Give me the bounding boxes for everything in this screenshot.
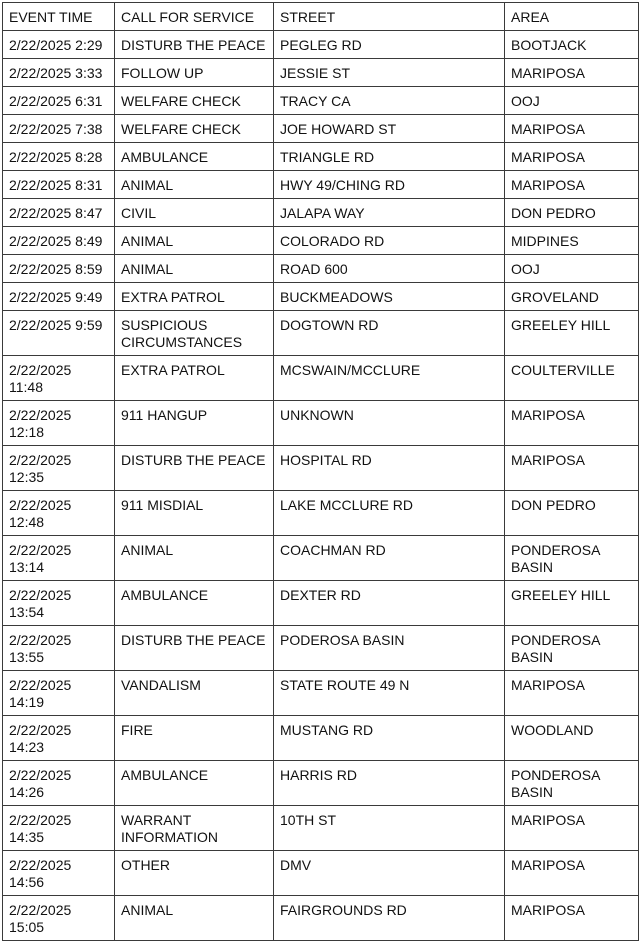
street-cell: JALAPA WAY bbox=[274, 199, 505, 227]
call-type-cell: 911 MISDIAL bbox=[115, 491, 274, 536]
call-type-cell: AMBULANCE bbox=[115, 143, 274, 171]
table-row bbox=[3, 171, 639, 199]
table-row bbox=[3, 761, 639, 806]
area-cell: OOJ bbox=[505, 87, 639, 115]
area-cell: MARIPOSA bbox=[505, 806, 639, 851]
call-type-cell: EXTRA PATROL bbox=[115, 356, 274, 401]
area-cell: PONDEROSA BASIN bbox=[505, 626, 639, 671]
table-row bbox=[3, 199, 639, 227]
event-time-cell: 2/22/2025 8:31 bbox=[3, 171, 115, 199]
table-row bbox=[3, 671, 639, 716]
street-cell: HOSPITAL RD bbox=[274, 446, 505, 491]
header-row bbox=[3, 3, 639, 31]
area-cell: MIDPINES bbox=[505, 227, 639, 255]
call-type-cell: CIVIL bbox=[115, 199, 274, 227]
table-row bbox=[3, 401, 639, 446]
event-time-cell: 2/22/2025 12:18 bbox=[3, 401, 115, 446]
street-cell: JOE HOWARD ST bbox=[274, 115, 505, 143]
street-cell: MCSWAIN/MCCLURE bbox=[274, 356, 505, 401]
table-row bbox=[3, 87, 639, 115]
street-cell: JESSIE ST bbox=[274, 59, 505, 87]
event-time-cell: 2/22/2025 13:55 bbox=[3, 626, 115, 671]
call-log-table bbox=[2, 2, 639, 941]
header-event-time: EVENT TIME bbox=[3, 3, 115, 31]
area-cell: MARIPOSA bbox=[505, 896, 639, 941]
event-time-cell: 2/22/2025 15:05 bbox=[3, 896, 115, 941]
call-log-body bbox=[3, 3, 639, 941]
table-row bbox=[3, 227, 639, 255]
call-type-cell: DISTURB THE PEACE bbox=[115, 446, 274, 491]
call-type-cell: WELFARE CHECK bbox=[115, 115, 274, 143]
header-street: STREET bbox=[274, 3, 505, 31]
table-row bbox=[3, 851, 639, 896]
table-row bbox=[3, 446, 639, 491]
table-row bbox=[3, 896, 639, 941]
call-type-cell: 911 HANGUP bbox=[115, 401, 274, 446]
street-cell: UNKNOWN bbox=[274, 401, 505, 446]
area-cell: MARIPOSA bbox=[505, 671, 639, 716]
header-area: AREA bbox=[505, 3, 639, 31]
call-type-cell: ANIMAL bbox=[115, 227, 274, 255]
call-type-cell: FOLLOW UP bbox=[115, 59, 274, 87]
event-time-cell: 2/22/2025 14:26 bbox=[3, 761, 115, 806]
call-type-cell: SUSPICIOUS CIRCUMSTANCES bbox=[115, 311, 274, 356]
event-time-cell: 2/22/2025 9:59 bbox=[3, 311, 115, 356]
street-cell: TRACY CA bbox=[274, 87, 505, 115]
event-time-cell: 2/22/2025 8:28 bbox=[3, 143, 115, 171]
area-cell: DON PEDRO bbox=[505, 491, 639, 536]
event-time-cell: 2/22/2025 12:48 bbox=[3, 491, 115, 536]
area-cell: COULTERVILLE bbox=[505, 356, 639, 401]
table-row bbox=[3, 581, 639, 626]
call-type-cell: DISTURB THE PEACE bbox=[115, 31, 274, 59]
call-type-cell: ANIMAL bbox=[115, 255, 274, 283]
street-cell: MUSTANG RD bbox=[274, 716, 505, 761]
call-type-cell: OTHER bbox=[115, 851, 274, 896]
event-time-cell: 2/22/2025 8:49 bbox=[3, 227, 115, 255]
call-type-cell: EXTRA PATROL bbox=[115, 283, 274, 311]
street-cell: BUCKMEADOWS bbox=[274, 283, 505, 311]
event-time-cell: 2/22/2025 14:19 bbox=[3, 671, 115, 716]
area-cell: MARIPOSA bbox=[505, 171, 639, 199]
street-cell: DMV bbox=[274, 851, 505, 896]
call-type-cell: ANIMAL bbox=[115, 896, 274, 941]
call-type-cell: DISTURB THE PEACE bbox=[115, 626, 274, 671]
event-time-cell: 2/22/2025 8:59 bbox=[3, 255, 115, 283]
event-time-cell: 2/22/2025 2:29 bbox=[3, 31, 115, 59]
header-call-for-service: CALL FOR SERVICE bbox=[115, 3, 274, 31]
event-time-cell: 2/22/2025 7:38 bbox=[3, 115, 115, 143]
event-time-cell: 2/22/2025 14:56 bbox=[3, 851, 115, 896]
area-cell: OOJ bbox=[505, 255, 639, 283]
area-cell: WOODLAND bbox=[505, 716, 639, 761]
call-type-cell: ANIMAL bbox=[115, 536, 274, 581]
event-time-cell: 2/22/2025 8:47 bbox=[3, 199, 115, 227]
street-cell: TRIANGLE RD bbox=[274, 143, 505, 171]
street-cell: HWY 49/CHING RD bbox=[274, 171, 505, 199]
street-cell: STATE ROUTE 49 N bbox=[274, 671, 505, 716]
table-row bbox=[3, 311, 639, 356]
event-time-cell: 2/22/2025 9:49 bbox=[3, 283, 115, 311]
table-row bbox=[3, 59, 639, 87]
area-cell: GREELEY HILL bbox=[505, 311, 639, 356]
event-time-cell: 2/22/2025 6:31 bbox=[3, 87, 115, 115]
event-time-cell: 2/22/2025 13:14 bbox=[3, 536, 115, 581]
area-cell: DON PEDRO bbox=[505, 199, 639, 227]
table-row bbox=[3, 716, 639, 761]
street-cell: PODEROSA BASIN bbox=[274, 626, 505, 671]
call-type-cell: FIRE bbox=[115, 716, 274, 761]
table-row bbox=[3, 115, 639, 143]
table-row bbox=[3, 283, 639, 311]
area-cell: PONDEROSA BASIN bbox=[505, 536, 639, 581]
area-cell: PONDEROSA BASIN bbox=[505, 761, 639, 806]
call-type-cell: AMBULANCE bbox=[115, 761, 274, 806]
area-cell: GREELEY HILL bbox=[505, 581, 639, 626]
table-row bbox=[3, 143, 639, 171]
street-cell: PEGLEG RD bbox=[274, 31, 505, 59]
call-type-cell: WARRANT INFORMATION bbox=[115, 806, 274, 851]
table-row bbox=[3, 626, 639, 671]
area-cell: GROVELAND bbox=[505, 283, 639, 311]
event-time-cell: 2/22/2025 14:23 bbox=[3, 716, 115, 761]
area-cell: MARIPOSA bbox=[505, 59, 639, 87]
event-time-cell: 2/22/2025 12:35 bbox=[3, 446, 115, 491]
event-time-cell: 2/22/2025 13:54 bbox=[3, 581, 115, 626]
call-type-cell: WELFARE CHECK bbox=[115, 87, 274, 115]
area-cell: MARIPOSA bbox=[505, 446, 639, 491]
table-row bbox=[3, 31, 639, 59]
street-cell: DOGTOWN RD bbox=[274, 311, 505, 356]
area-cell: BOOTJACK bbox=[505, 31, 639, 59]
street-cell: LAKE MCCLURE RD bbox=[274, 491, 505, 536]
area-cell: MARIPOSA bbox=[505, 851, 639, 896]
street-cell: COLORADO RD bbox=[274, 227, 505, 255]
table-row bbox=[3, 491, 639, 536]
event-time-cell: 2/22/2025 11:48 bbox=[3, 356, 115, 401]
table-row bbox=[3, 806, 639, 851]
table-row bbox=[3, 255, 639, 283]
area-cell: MARIPOSA bbox=[505, 143, 639, 171]
event-time-cell: 2/22/2025 14:35 bbox=[3, 806, 115, 851]
area-cell: MARIPOSA bbox=[505, 115, 639, 143]
area-cell: MARIPOSA bbox=[505, 401, 639, 446]
call-type-cell: ANIMAL bbox=[115, 171, 274, 199]
table-row bbox=[3, 356, 639, 401]
table-row bbox=[3, 536, 639, 581]
call-type-cell: VANDALISM bbox=[115, 671, 274, 716]
street-cell: ROAD 600 bbox=[274, 255, 505, 283]
street-cell: HARRIS RD bbox=[274, 761, 505, 806]
street-cell: COACHMAN RD bbox=[274, 536, 505, 581]
street-cell: FAIRGROUNDS RD bbox=[274, 896, 505, 941]
event-time-cell: 2/22/2025 3:33 bbox=[3, 59, 115, 87]
street-cell: 10TH ST bbox=[274, 806, 505, 851]
call-type-cell: AMBULANCE bbox=[115, 581, 274, 626]
street-cell: DEXTER RD bbox=[274, 581, 505, 626]
